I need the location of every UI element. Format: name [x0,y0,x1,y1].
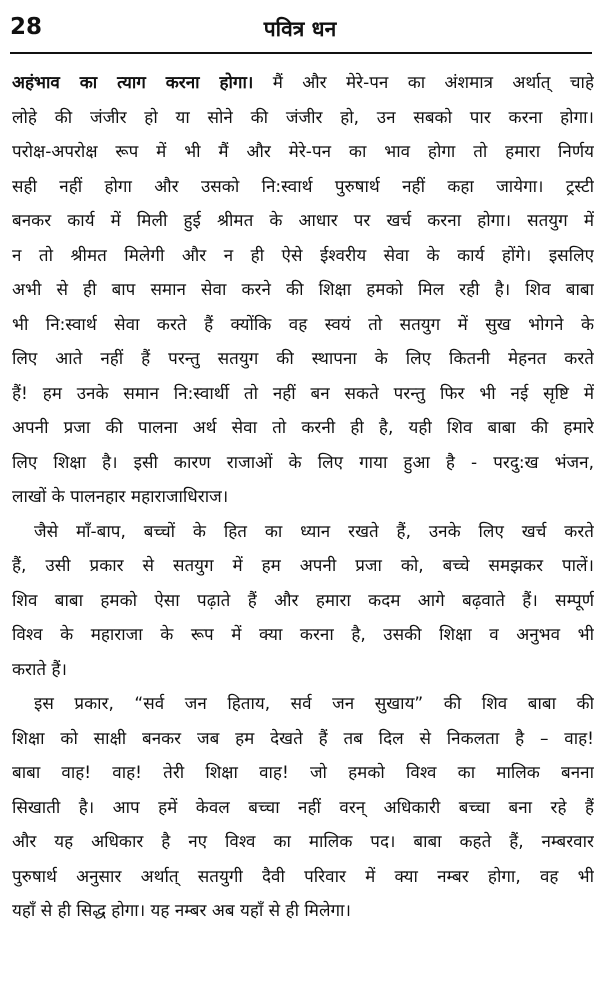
paragraph-1 [12,66,594,515]
text-line: लिए आते नहीं हैं परन्तु सतयुग की स्थापना के लिए कितनी मेहनत करते [12,349,594,369]
page-number: 28 [10,14,43,40]
text-line: इस प्रकार, “सर्व जन हिताय, सर्व जन सुखाय” की शिव बाबा की [34,694,594,714]
text-line: भी नि:स्वार्थ सेवा करते हैं क्योंकि वह स्वयं तो सतयुग में सुख भोगने के [12,314,594,335]
bold-lead-phrase: अहंभाव का त्याग करना होगा। [12,73,254,93]
paragraph-2 [12,515,594,688]
paragraph-3 [12,687,594,929]
body-text [12,66,594,929]
text-line: लाखों के पालनहार महाराजाधिराज। [12,487,229,507]
text-line: यहाँ से ही सिद्ध होगा। यह नम्बर अब यहाँ से ही मिलेगा। [12,901,351,921]
text-line: अभी से ही बाप समान सेवा करने की शिक्षा हमको मिल रही है। शिव बाबा [12,280,594,300]
text-line: विश्व के महाराजा के रूप में क्या करना है, उसकी शिक्षा व अनुभव भी [12,625,594,645]
text-line: सिखाती है। आप हमें केवल बच्चा नहीं वरन् अधिकारी बच्चा बना रहे हैं [12,797,594,818]
text-line: लोहे की जंजीर हो या सोने की जंजीर हो, उन सबको पार करना होगा। [12,107,594,128]
text-line: शिक्षा को साक्षी बनकर जब हम देखते हैं तब दिल से निकलता है – वाह! [12,728,594,749]
text-line: बनकर कार्य में मिली हुई श्रीमत के आधार पर खर्च करना होगा। सतयुग में [12,211,594,231]
text-line: लिए शिक्षा है। इसी कारण राजाओं के लिए गाया हुआ है - परदु:ख भंजन, [12,452,594,473]
page-header [0,0,600,56]
text-line: कराते हैं। [12,659,67,680]
text-line: न तो श्रीमत मिलेगी और न ही ऐसे ईश्वरीय सेवा के कार्य होंगे। इसलिए [12,245,594,266]
header-rule [10,52,592,54]
text-line: बाबा वाह! वाह! तेरी शिक्षा वाह! जो हमको विश्व का मालिक बनना [12,763,594,783]
text-line: हैं! हम उनके समान नि:स्वार्थी तो नहीं बन सकते परन्तु फिर भी नई सृष्टि में [12,383,594,404]
text-line: सही नहीं होगा और उसको नि:स्वार्थ पुरुषार्थ नहीं कहा जायेगा। ट्रस्टी [12,176,594,197]
text-line: अपनी प्रजा की पालना अर्थ सेवा तो करनी ही है, यही शिव बाबा की हमारे [12,418,594,438]
text-line [12,66,594,101]
running-title: पवित्र धन [263,17,337,41]
text-line: परोक्ष-अपरोक्ष रूप में भी मैं और मेरे-पन का भाव होगा तो हमारा निर्णय [12,142,594,162]
text-line: जैसे माँ-बाप, बच्चों के हित का ध्यान रखते हैं, उनके लिए खर्च करते [34,521,594,542]
text-line: और यह अधिकार है नए विश्व का मालिक पद। बाबा कहते हैं, नम्बरवार [12,832,594,852]
text-line-rest: मैं और मेरे-पन का अंशमात्र अर्थात् चाहे [253,73,594,93]
text-line: हैं, उसी प्रकार से सतयुग में हम अपनी प्रजा को, बच्चे समझकर पालें। [12,556,594,576]
text-line: शिव बाबा हमको ऐसा पढ़ाते हैं और हमारा कदम आगे बढ़वाते हैं। सम्पूर्ण [12,590,594,611]
text-line: पुरुषार्थ अनुसार अर्थात् सतयुगी दैवी परिवार में क्या नम्बर होगा, वह भी [12,866,594,887]
